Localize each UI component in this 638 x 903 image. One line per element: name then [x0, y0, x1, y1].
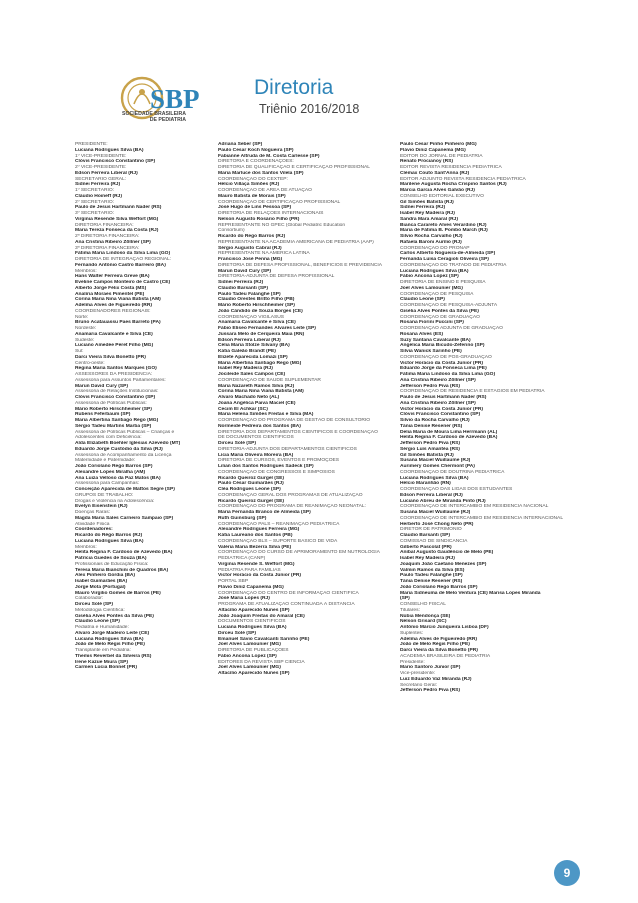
person-name: Fernando Antônio Castro Barreiro (BA)	[75, 262, 166, 268]
person-name: João Coriolano Rego Barros (SP)	[75, 464, 153, 469]
person-name: Maria Marluce dos Santos Vilela (SP)	[218, 170, 304, 176]
role-heading: PEDIATRIA PARA FAMÍLIAS	[218, 567, 281, 573]
person-name: Magda Maria Sales Carneiro Sampaio (SP)	[75, 515, 174, 521]
page-title: Diretoria	[254, 76, 334, 99]
role-heading: DIRETORIA DE DEFESA PROFISSIONAL, BENEFÍCIOS E PREVIDÊNCIA	[218, 262, 383, 268]
role-heading: COMISSÃO DE SINDICÂNCIA	[400, 538, 468, 544]
person-name: Joel Alves Lamounier (MG)	[218, 665, 281, 671]
person-name: Núbia Mendonça (SE)	[400, 613, 451, 619]
person-name: Antônio Márcio Junqueira Lisboa (DF)	[400, 625, 489, 630]
person-name: Evelyn Eisenstein (RJ)	[75, 504, 128, 510]
person-name: Jorge Mota (Portugal)	[75, 584, 126, 590]
role-heading: DIRETORIA DE QUALIFICAÇÃO E CERTIFICAÇÃO PROFISSIONAL	[218, 165, 371, 170]
person-name: Dirceu Solé (SP)	[218, 441, 257, 446]
person-name: Ricardo Queiroz Gurgel (SE)	[218, 498, 285, 504]
person-name: Virgínia Resende Silva Weffort (MG)	[75, 216, 159, 222]
person-name: Hélcio Villaça Simões (RJ)	[218, 182, 280, 188]
person-name: Rafaela Baroni Aurílio (RJ)	[400, 239, 462, 245]
role-heading: COORDENAÇÃO BLS – SUPORTE BÁSICO DE VIDA	[218, 538, 338, 544]
role-heading: COORDENAÇÃO DO CURSO DE APRIMORAMENTO EM NUTROLOGIA	[218, 550, 380, 556]
person-name: Altacílio Aparecido Nunes (SP)	[218, 607, 290, 613]
person-name: Marilene Augusta Rocha Crispino Santos (RJ)	[400, 182, 507, 188]
sbp-logo	[120, 68, 230, 138]
role-heading: ACADEMIA BRASILEIRA DE PEDIATRIA	[400, 653, 491, 659]
person-name: Lilian dos Santos Rodrigues Sadeck (SP)	[218, 464, 314, 469]
person-name: Fábio Elíseo Fernandes Álvares Leite (SP)	[218, 326, 316, 331]
role-heading: CONSELHO FISCAL	[400, 602, 446, 607]
person-name: Bianca Carareto Alves Verardino (RJ)	[400, 222, 487, 228]
person-name: Sandra Mara Amaral (RJ)	[400, 216, 458, 222]
person-name: Rubens Feferbaum (SP)	[75, 412, 131, 418]
role-heading: EDITOR DO JORNAL DE PEDIATRIA	[400, 153, 483, 159]
person-name: Carmen Lúcia Bonnet (PR)	[75, 665, 137, 671]
person-name: Mário Roberto Hirschheimer (SP)	[75, 406, 152, 412]
person-name: Joana Angélica Paiva Maciel (CE)	[218, 400, 296, 406]
person-name: Patrícia Guedes de Souza (BA)	[75, 556, 147, 561]
logo-letters: SBP	[150, 84, 200, 114]
person-name: Eveline Campos Monteiro de Castro (CE)	[75, 280, 171, 285]
person-name: Luciana Rodrigues Silva (BA)	[75, 538, 144, 544]
person-name: Célia Maria Stolze Silvany (BA)	[218, 343, 290, 349]
person-name: Renato Procianoy (RS)	[400, 159, 453, 165]
person-name: Sidnei Ferreira (RJ)	[218, 280, 264, 285]
person-name: Clémax Couto Sant'Anna (RJ)	[400, 170, 470, 176]
person-name: (SP)	[400, 596, 410, 602]
person-name: Jocileide Sales Campos (CE)	[218, 372, 286, 377]
person-name: Teresa Maria Bianchini de Quadros (BA)	[75, 567, 169, 573]
role-heading: COORDENAÇÃO DE CERTIFICAÇÃO PROFISSIONAL	[218, 199, 341, 205]
role-heading: COORDENAÇÃO DE PESQUISA	[400, 291, 474, 297]
role-heading: COORDENAÇÃO DE GRADUAÇÃO	[400, 314, 480, 320]
person-name: Álvaro Jorge Madeiro Leite (CE)	[75, 630, 150, 636]
person-name: Ana Cristina Ribeiro Zöllner (SP)	[400, 377, 476, 383]
person-name: Paulo de Jesus Hartmann Nader (RS)	[75, 205, 162, 211]
person-name: Isabel Rey Madeira (RJ)	[400, 556, 455, 561]
person-name: Angélica Maria Bicudo-Zeferino (SP)	[400, 343, 485, 349]
role-heading: Titulares:	[400, 607, 420, 613]
person-name: Luciana Rodrigues Silva (BA)	[75, 147, 144, 153]
role-heading: COORDENAÇÃO DO TRATADO DE PEDIATRIA	[400, 262, 507, 268]
person-name: Paulo César Guimarães (RJ)	[218, 481, 284, 487]
person-name: Paulo Cesar Koch Nogueira (SP)	[218, 147, 294, 153]
role-heading: Drogas e Violência na Adolescência:	[75, 498, 155, 504]
role-heading: Norte:	[75, 314, 89, 320]
person-name: Gisélia Alves Pontes da Silva (PE)	[400, 308, 479, 314]
role-heading: Vice-presidente:	[400, 671, 436, 676]
role-heading: COORDENAÇÃO VIGILASUS	[218, 314, 285, 320]
person-name: Adriana Seber (SP)	[218, 142, 263, 147]
person-name: Sérgio Augusto Cabral (RJ)	[218, 245, 282, 251]
person-name: Virgínia Resende S. Weffort (MG)	[218, 561, 295, 567]
role-heading: COORDENAÇÃO GERAL DOS PROGRAMAS DE ATUALIZAÇÃO	[218, 492, 363, 498]
role-heading: DIRETOR DE PATRIMÔNIO	[400, 527, 462, 533]
role-heading: Metodologia Científica:	[75, 607, 125, 613]
person-name: Maria Albertina Santiago Rego (MG)	[218, 360, 302, 366]
directory-column-3	[400, 142, 590, 694]
role-heading: COORDENAÇÃO DAS LIGAS DOS ESTUDANTES	[400, 487, 513, 492]
role-heading: COORDENAÇÃO DO PROGRAMA DE GESTÃO DE CONSULTÓRIO	[218, 418, 371, 423]
person-name: Helita Regina F. Cardoso de Azevedo (BA)	[75, 550, 173, 556]
person-name: Ricardo Queiroz Gurgel (SE)	[218, 475, 285, 481]
person-name: Clóvis Francisco Constantino (SP)	[75, 159, 156, 165]
person-name: Paulo Cesar Pinho Pinheiro (MG)	[400, 142, 477, 147]
person-name: Anamaria Cavalcante e Silva (CE)	[75, 331, 153, 337]
person-name: Joel Alves Lamounier (MG)	[400, 285, 463, 291]
role-heading: Sul:	[75, 349, 84, 354]
role-heading: COORDENADORES REGIONAIS:	[75, 308, 151, 314]
person-name: Isabel Guimarães (BA)	[75, 579, 128, 584]
person-name: João de Melo Régis Filho (PE)	[400, 642, 470, 648]
person-name: Corina Maria Nina Viana Batista (AM)	[75, 297, 161, 303]
person-name: Altacílio Aparecido Nunes (SP)	[218, 671, 290, 676]
person-name: Cláudio Orestes Britto Filho (PB)	[218, 297, 295, 303]
person-name: Darci Vieira da Silva Bonetto (PR)	[400, 648, 478, 653]
person-name: Analíria Moraes Pimentel (PE)	[75, 291, 145, 297]
person-name: Paulo Tadeu Falanghe (SP)	[218, 291, 281, 297]
person-name: Aníbal Augusto Gaudêncio de Melo (PE)	[400, 550, 494, 556]
person-name: Paulo Tadeu Falanghe (SP)	[400, 573, 463, 579]
role-heading: COORDENAÇÃO DE PÓS-GRADUAÇÃO	[400, 354, 492, 360]
person-name: Isabel Rey Madeira (RJ)	[218, 366, 273, 372]
person-name: Marun David Cury (SP)	[218, 268, 271, 274]
role-heading: Maternidade e Paternidade:	[75, 458, 136, 464]
role-heading: COORDENAÇÃO PALS – REANIMAÇÃO PEDIÁTRICA	[218, 521, 340, 527]
person-name: Maria Fernanda Branco de Almeida (SP)	[218, 510, 311, 515]
person-name: Silvio da Rocha Carvalho (RJ)	[400, 418, 470, 423]
person-name: Regina Maria Santos Marques (GO)	[75, 366, 157, 372]
person-name: Dirceu Solé (SP)	[75, 602, 114, 607]
person-name: Alberto Jorge Félix Costa (MS)	[75, 285, 147, 291]
role-heading: Assessoria de Relações Institucionais:	[75, 389, 159, 395]
person-name: Hans Walter Ferreira Greve (BA)	[75, 274, 150, 280]
person-name: José Hugo de Lins Pessoa (SP)	[218, 205, 292, 211]
person-name: Mario Santoro Júnior (SP)	[400, 665, 461, 671]
person-name: Suzy Santana Cavalcante (BA)	[400, 337, 471, 343]
person-name: Ruth Guinsburg (SP)	[218, 515, 267, 521]
person-name: Marun David Cury (SP)	[75, 383, 128, 389]
role-heading: Transplante em Pediatria:	[75, 648, 131, 653]
person-name: Cláudio Barsanti (SP)	[400, 533, 451, 538]
person-name: Eduardo Jorge Custódio da Silva (RJ)	[75, 446, 163, 452]
person-name: Cecim El Achkar (SC)	[218, 406, 268, 412]
role-heading: COORDENAÇÃO DE SAÚDE SUPLEMENTAR	[218, 377, 321, 383]
person-name: Lícia Maria Oliveira Moreira (BA)	[218, 452, 294, 458]
person-name: Cláudio Hoineff (RJ)	[75, 193, 123, 199]
page-subtitle: Triênio 2016/2018	[259, 102, 360, 116]
person-name: Normeide Pedreira dos Santos (BA)	[218, 423, 301, 429]
person-name: Jefferson Pedro Piva (RS)	[400, 688, 461, 694]
role-heading: Doenças Raras:	[75, 510, 111, 515]
directory-column-2	[218, 142, 408, 677]
role-heading: Atividade Física	[75, 521, 110, 527]
role-heading: DIRETORIA FINANCEIRA:	[75, 222, 134, 228]
person-name: Darci Vieira Silva Bonetto (PR)	[75, 354, 146, 360]
role-heading: 1º VICE-PRESIDENTE:	[75, 153, 127, 159]
role-heading: COORDENAÇÃO DE ÁREA DE ATUAÇÃO	[218, 188, 312, 193]
role-heading: COORDENAÇÃO DO PROGRAMA DE REANIMAÇÃO NEONATAL:	[218, 504, 366, 510]
role-heading: DIRETORIA DE PUBLICAÇÕES	[218, 648, 289, 653]
role-heading: DIRETORIA DE CURSOS, EVENTOS E PROMOÇÕES	[218, 458, 340, 464]
role-heading: Presidente:	[400, 659, 425, 665]
person-name: Isabel Rey Madeira (RJ)	[400, 211, 455, 216]
role-heading: COORDENAÇÃO DE CONGRESSOS E SIMPÓSIOS	[218, 469, 335, 475]
person-name: Luciano Amedée Péret Filho (MG)	[75, 343, 154, 349]
person-name: Luciana Rodrigues Silva (BA)	[400, 268, 469, 274]
person-name: Fátima Maria Lindoso da Silva Lima (GO)	[400, 372, 496, 377]
person-name: Corina Maria Nina Viana Batista (AM)	[218, 389, 304, 395]
person-name: Sérgio Tadeu Martins Marba (SP)	[75, 423, 152, 429]
person-name: João Joaquim Freitas do Amaral (CE)	[218, 613, 305, 619]
person-name: Sidnei Ferreira (RJ)	[400, 205, 446, 211]
person-name: Nélson Grisard (SC)	[400, 619, 447, 625]
person-name: Rosana Alves (ES)	[400, 331, 444, 337]
person-name: Valmin Ramos da Silva (ES)	[400, 567, 465, 573]
role-heading: Secretário Geral:	[400, 682, 437, 688]
logo-caption-line1: SOCIEDADE BRASILEIRA	[122, 111, 186, 117]
person-name: Maria Helena Simões Freitas e Silva (MA)	[218, 412, 314, 418]
person-name: Adelma Alves de Figueiredo (RR)	[400, 636, 477, 642]
role-heading: DOCUMENTOS CIENTÍFICOS	[218, 619, 286, 625]
person-name: Kátia Galeão Brandt (PE)	[218, 349, 276, 354]
person-name: Maria Albertina Santiago Rego (MG)	[75, 418, 159, 423]
person-name: Ana Cristina Ribeiro Zöllner (SP)	[400, 400, 476, 406]
role-heading: DIRETORIA E COORDENAÇÕES:	[218, 159, 294, 165]
person-name: Luiz Eduardo Vaz Miranda (RJ)	[400, 676, 472, 682]
person-name: Alda Elizabeth Boehler Iglesias Azevedo (MT)	[75, 441, 181, 446]
person-name: Elizete Aparecida Lomazi (SP)	[218, 354, 288, 360]
role-heading: DIRETORIA-ADJUNTA DE DEFESA PROFISSIONAL	[218, 274, 335, 280]
role-heading: COORDENAÇÃO ADJUNTA DE GRADUAÇÃO	[400, 326, 503, 331]
person-name: Clóvis Francisco Constantino (SP)	[400, 412, 481, 418]
person-name: Paulo de Jesus Hartmann Nader (RS)	[400, 395, 487, 400]
role-heading: EDITOR REVISTA RESIDÊNCIA PEDIÁTRICA	[400, 165, 502, 170]
role-heading: PROGRAMA DE ATUALIZAÇÃO CONTINUADA À DISTÂNCIA	[218, 602, 355, 607]
person-name: Susana Maciel Wuillaume (RJ)	[400, 458, 471, 464]
role-heading: REPRESENTANTE NA ACADEMIA AMERICANA DE PEDIATRIA (AAP)	[218, 239, 374, 245]
person-name: Tânia Denise Resener (RS)	[400, 423, 463, 429]
role-heading: COORDENAÇÃO DE PESQUISA-ADJUNTA	[400, 303, 498, 308]
person-name: Kátia Laureano dos Santos (PB)	[218, 533, 293, 538]
role-heading: 2º SECRETÁRIO:	[75, 199, 115, 205]
role-heading: Profissionais de Educação Física:	[75, 561, 149, 567]
role-heading: COORDENAÇÃO DE INTERCÂMBIO EM RESIDÊNCIA NACIONAL	[400, 504, 549, 510]
role-heading: COORDENAÇÃO DE INTERCÂMBIO EM RESIDÊNCIA INTERNACIONAL	[400, 515, 564, 521]
person-name: Mauro Batista de Morais (SP)	[218, 193, 286, 199]
person-name: Cléa Rodrigues Leone (SP)	[218, 487, 281, 492]
person-name: Jussara Melo de Cerqueira Maia (RN)	[218, 331, 305, 337]
person-name: Coordenadores:	[75, 527, 113, 533]
role-heading: Membros:	[75, 268, 97, 274]
person-name: Ana Cristina Ribeiro Zöllner (SP)	[75, 239, 151, 245]
person-name: Rosana Fiorini Puccini (SP)	[400, 320, 464, 326]
role-heading: REPRESENTANTE NO GPEC (Global Pediatric Education	[218, 222, 346, 228]
person-name: Gilberto Pascolat (PR)	[400, 544, 452, 550]
role-heading: DIRETORIA DE ENSINO E PESQUISA	[400, 280, 486, 285]
person-name: Joel Alves Lamounier (MG)	[218, 642, 281, 648]
person-name: Maria Sidneuma de Melo Ventura (CE) Marisa Lopes Miranda	[400, 590, 541, 596]
person-name: Sílvia Wanick Sarinho (PE)	[400, 349, 462, 354]
role-heading: Assessoria de Políticas Públicas – Crianças e	[75, 429, 175, 435]
role-heading: DIRETORIA DE RELAÇÕES INTERNACIONAIS	[218, 211, 324, 216]
role-heading: 1º SECRETÁRIO:	[75, 188, 115, 193]
role-heading: Suplentes:	[400, 630, 424, 636]
person-name: Nelson Augusto Rosário Filho (PR)	[218, 216, 300, 222]
person-name: Clóvis Francisco Constantino (SP)	[75, 395, 156, 400]
role-heading: COORDENAÇÃO DO PRONAP	[400, 245, 470, 251]
logo-caption	[118, 111, 186, 123]
person-name: Eduardo Jorge da Fonseca Lima (PE)	[400, 366, 487, 372]
role-heading: Assessoria de Acompanhamento da Licença	[75, 452, 172, 458]
person-name: Alexandre Rodrigues Ferreira (MG)	[218, 527, 300, 533]
role-heading: Membros:	[75, 544, 97, 550]
person-name: Francisco José Penna (MG)	[218, 257, 283, 262]
role-heading: Consortium)	[218, 228, 245, 234]
person-name: Maria Tereza Fonseca da Costa (RJ)	[75, 228, 159, 234]
role-heading: COORDENAÇÃO DE DOUTRINA PEDIÁTRICA	[400, 469, 505, 475]
person-name: Edson Ferreira Liberal (RJ)	[218, 337, 281, 343]
person-name: Ana Luiza Velloso da Paz Matos (BA)	[75, 475, 161, 481]
role-heading: Nordeste:	[75, 326, 97, 331]
person-name: Helita Regina F. Cardoso de Azevedo (BA)	[400, 435, 498, 441]
person-name: Cláudio Leone (SP)	[400, 297, 445, 303]
person-name: Themis Reverbel da Silveira (RS)	[75, 653, 152, 659]
role-heading: DE DOCUMENTOS CIENTÍFICOS	[218, 435, 294, 441]
person-name: Mário Roberto Hirschheimer (SP)	[218, 303, 295, 308]
person-name: Emanuel Sávio Cavalcanti Sarinho (PE)	[218, 636, 310, 642]
person-name: Fabianne Altruda de M. Costa Carlesse (SP)	[218, 153, 320, 159]
role-heading: ASSESSORES DA PRESIDÊNCIA:	[75, 372, 153, 377]
page-number-badge: 9	[554, 860, 580, 886]
person-name: Sidnei Ferreira (RJ)	[75, 182, 121, 188]
person-name: João Coriolano Rego Barros (SP)	[400, 584, 478, 590]
role-heading: PORTAL SBP	[218, 579, 249, 584]
person-name: Ricardo do Rêgo Barros (RJ)	[75, 533, 143, 538]
person-name: Luciana Rodrigues Silva (BA)	[400, 475, 469, 481]
person-name: Valéria Maria Bezerra Silva (PE)	[218, 544, 292, 550]
role-heading: Colaborador:	[75, 596, 104, 602]
person-name: Cláudio Barsanti (SP)	[218, 285, 269, 291]
person-name: Susana Maciel Wuillaume (RJ)	[400, 510, 471, 515]
person-name: Conceição Aparecida de Mattos Segre (SP)	[75, 487, 175, 492]
person-name: Edson Ferreira Liberal (RJ)	[400, 492, 463, 498]
role-heading: DIRETORIA DOS DEPARTAMENTOS CIENTÍFICOS E COORDENAÇÃO	[218, 429, 378, 435]
role-heading: PRESIDENTE:	[75, 142, 108, 147]
person-name: Flávio Diniz Capanema (MG)	[400, 147, 466, 153]
person-name: Adelma Alves de Figueiredo (RR)	[75, 303, 152, 308]
person-name: Irene Kazue Miura (SP)	[75, 659, 128, 665]
person-name: Mauro Virgílio Gomes de Barros (PE)	[75, 590, 161, 596]
person-name: Fábio Ancona Lopez (SP)	[218, 653, 277, 659]
role-heading: 3º SECRETÁRIO:	[75, 211, 115, 216]
person-name: Fernanda Luísa Ceragioli Oliveira (SP)	[400, 257, 489, 262]
person-name: Alex Pinheiro Gordia (BA)	[75, 573, 136, 579]
role-heading: COORDENAÇÃO DO CENTRO DE INFORMAÇÃO CIENTÍFICA	[218, 590, 359, 596]
person-name: Sílvio Rocha Carvalho (RJ)	[400, 234, 463, 239]
person-name: Edson Ferreira Liberal (RJ)	[75, 170, 138, 176]
person-name: Ricardo do Rego Barros (RJ)	[218, 234, 286, 239]
person-name: Gil Simões Batista (RJ)	[400, 199, 454, 205]
role-heading: Sudeste:	[75, 337, 95, 343]
role-heading: Assessoria de Políticas Públicas:	[75, 400, 147, 406]
role-heading: Centro-oeste:	[75, 360, 105, 366]
role-heading: Adolescentes com Deficiência:	[75, 435, 142, 441]
role-heading: COORDENAÇÃO DE RESIDÊNCIA E ESTÁGIOS EM PEDIATRIA	[400, 389, 545, 395]
person-name: Joaquim João Caetano Menezes (SP)	[400, 561, 487, 567]
role-heading: REPRESENTANTE NA AMÉRICA LATINA	[218, 251, 310, 257]
person-name: Aurimery Gomes Chermont (PA)	[400, 464, 475, 469]
person-name: Luciano Abreu de Miranda Pinto (RJ)	[400, 498, 486, 504]
person-name: Luciana Rodrigues Silva (BA)	[75, 636, 144, 642]
role-heading: DIRETORIA-ADJUNTA DOS DEPARTAMENTOS CIENTÍFICOS	[218, 446, 357, 452]
person-name: Delia Maria de Moura Lima Herrmann (AL)	[400, 429, 498, 435]
role-heading: EDITOR ADJUNTO REVISTA RESIDÊNCIA PEDIÁTRICA	[400, 176, 526, 182]
role-heading: SECRETÁRIO GERAL:	[75, 176, 127, 182]
person-name: Alexandre Lopes Miralha (AM)	[75, 469, 146, 475]
role-heading: EDITORES DA REVISTA SBP CIÊNCIA	[218, 659, 305, 665]
person-name: Álvaro Machado Neto (AL)	[218, 395, 280, 400]
person-name: Dirceu Solé (SP)	[218, 630, 257, 636]
person-name: Tânia Denise Resener (RS)	[400, 579, 463, 584]
person-name: José Maria Lopes (RJ)	[218, 596, 270, 602]
person-name: Gisélia Alves Pontes da Silva (PE)	[75, 613, 154, 619]
person-name: Fátima Maria Lindoso da Silva Lima (GO)	[75, 251, 171, 257]
role-heading: Assessoria para Assuntos Parlamentares:	[75, 377, 166, 383]
person-name: Jefferson Pedro Piva (RS)	[400, 383, 461, 389]
role-heading: 3ª DIRETORIA FINANCEIRA:	[75, 245, 140, 251]
role-heading: DIRETORIA DE INTEGRAÇÃO REGIONAL:	[75, 257, 172, 262]
person-name: João Cândido de Souza Borges (CE)	[218, 308, 303, 314]
person-name: Fábio Ancona Lopez (SP)	[400, 274, 459, 280]
role-heading: COORDENAÇÃO DO CEXTEP:	[218, 176, 288, 182]
person-name: Gil Simões Batista (RJ)	[400, 452, 454, 458]
role-heading: PEDIÁTRICA (CANP)	[218, 556, 266, 561]
person-name: Carlos Alberto Nogueira-de-Almeida (SP)	[400, 251, 496, 257]
sbp-logo-mark	[120, 68, 230, 138]
role-heading: CONSELHO EDITORIAL EXECUTIVO	[400, 193, 484, 199]
person-name: Maria Nazareth Ramos Silva (RJ)	[218, 383, 295, 389]
person-name: Victor Horácio da Costa Junior (PR)	[400, 360, 484, 366]
person-name: João de Melo Régis Filho (PE)	[75, 642, 145, 648]
person-name: Anamaria Cavalcante e Silva (CE)	[218, 320, 296, 326]
role-heading: Pediatria e Humanidade:	[75, 625, 129, 630]
role-heading: 2ª DIRETORIA FINANCEIRA:	[75, 234, 140, 239]
person-name: Hélcio Maranhão (RN)	[400, 481, 451, 487]
person-name: Luciana Rodrigues Silva (BA)	[218, 625, 287, 630]
person-name: Flávio Diniz Capanema (MG)	[218, 584, 284, 590]
role-heading: GRUPOS DE TRABALHO:	[75, 492, 134, 498]
person-name: Maria de Fátima B. Pombo March (RJ)	[400, 228, 488, 234]
person-name: Cláudio Leone (SP)	[75, 619, 120, 625]
role-heading: 2º VICE-PRESIDENTE:	[75, 165, 127, 170]
person-name: Victor Horácio da Costa Júnior (PR)	[218, 573, 302, 579]
person-name: Bruno Acatauassu Paes Barreto (PA)	[75, 320, 161, 326]
person-name: Sérgio Luís Amantéa (RS)	[400, 446, 460, 452]
role-heading: Assessoria para Campanhas:	[75, 481, 140, 487]
logo-caption-line2: DE PEDIATRIA	[149, 117, 186, 123]
person-name: Victor Horácio da Costa Junior (PR)	[400, 406, 484, 412]
person-name: Herberto José Chong Neto (PR)	[400, 521, 474, 527]
person-name: Jefferson Pedro Piva (RS)	[400, 441, 461, 446]
person-name: Márcia Garcia Alves Galvão (RJ)	[400, 188, 475, 193]
